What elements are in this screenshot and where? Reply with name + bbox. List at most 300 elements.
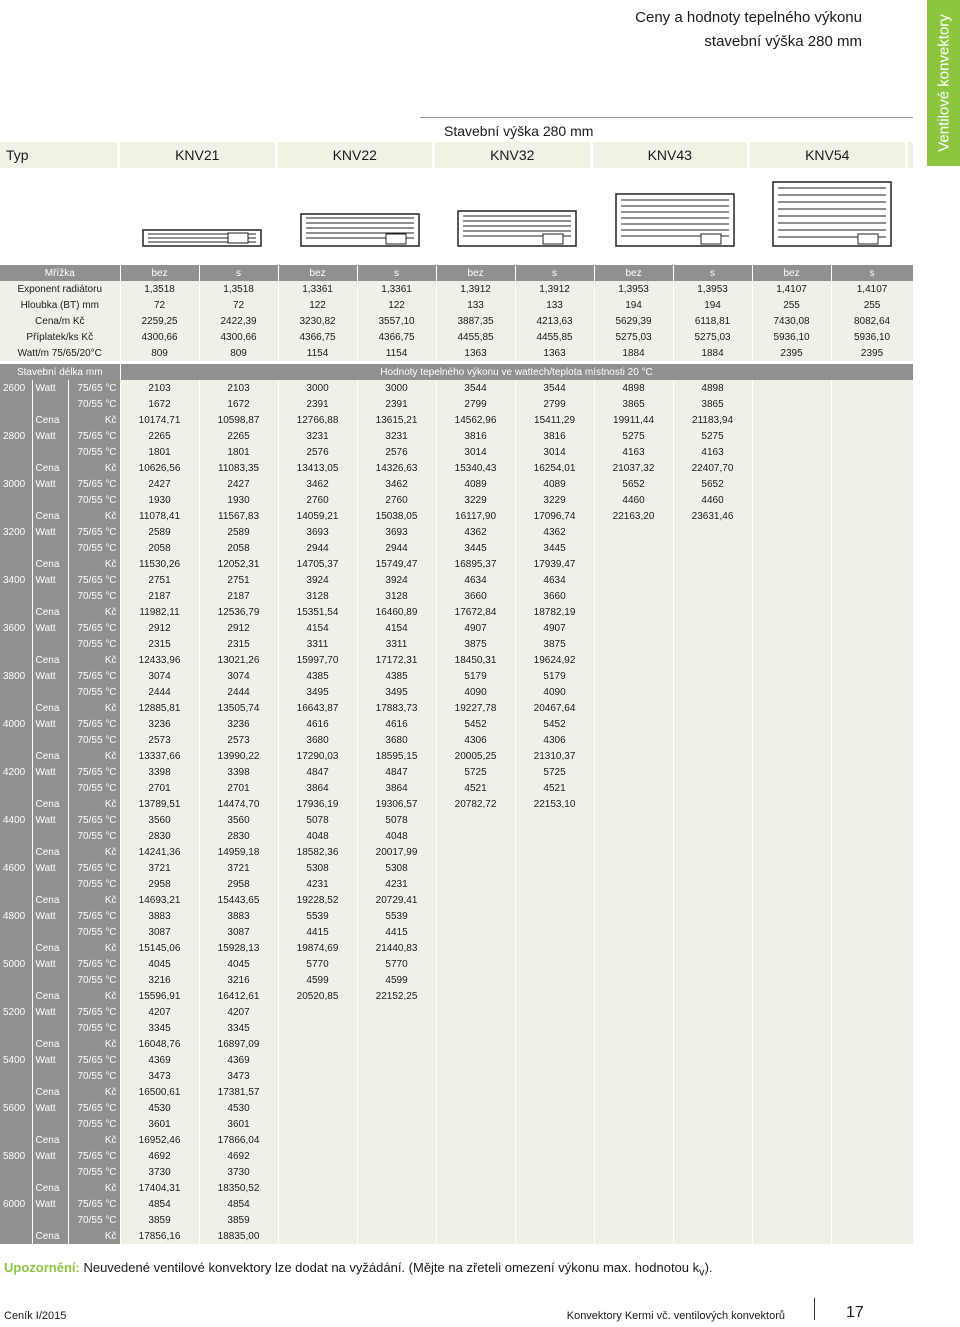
- empty-cell: [673, 956, 752, 972]
- temp-label: 70/55 °C: [68, 396, 120, 412]
- empty-cell: [673, 828, 752, 844]
- empty-cell: [594, 780, 673, 796]
- value-cell: 4362: [515, 524, 594, 540]
- data-row: [0, 1052, 913, 1068]
- temp-label: 70/55 °C: [68, 636, 120, 652]
- value-cell: 5539: [278, 908, 357, 924]
- value-cell: 3875: [515, 636, 594, 652]
- empty-cell: [831, 908, 913, 924]
- length-blank: [0, 972, 32, 988]
- temp-label: 75/65 °C: [68, 1052, 120, 1068]
- value-cell: 2912: [199, 620, 278, 636]
- spec-row: [0, 297, 913, 313]
- empty-cell: [278, 1148, 357, 1164]
- watt-label: Watt: [32, 1196, 68, 1212]
- value-cell: 3865: [594, 396, 673, 412]
- value-cell: 2576: [278, 444, 357, 460]
- empty-cell: [594, 1052, 673, 1068]
- empty-cell: [357, 1196, 436, 1212]
- empty-cell: [515, 1084, 594, 1100]
- watt-label: Watt: [32, 1052, 68, 1068]
- empty-cell: [831, 428, 913, 444]
- empty-cell: [831, 796, 913, 812]
- empty-cell: [515, 1004, 594, 1020]
- value-cell: 13413,05: [278, 460, 357, 476]
- value-cell: 4634: [436, 572, 515, 588]
- length-blank: [0, 1068, 32, 1084]
- value-cell: 5452: [436, 716, 515, 732]
- empty-cell: [594, 844, 673, 860]
- value-cell: 15997,70: [278, 652, 357, 668]
- data-row: [0, 444, 913, 460]
- empty-cell: [673, 556, 752, 572]
- value-cell: 4369: [199, 1052, 278, 1068]
- empty-cell: [515, 1020, 594, 1036]
- empty-cell: [673, 812, 752, 828]
- data-row: [0, 1212, 913, 1228]
- empty-cell: [594, 1228, 673, 1244]
- value-cell: 4907: [515, 620, 594, 636]
- length-label: 4800: [0, 908, 32, 924]
- price-label: Cena: [32, 1036, 68, 1052]
- empty-cell: [357, 1084, 436, 1100]
- price-label: Cena: [32, 844, 68, 860]
- value-cell: 4530: [120, 1100, 199, 1116]
- value-cell: 18595,15: [357, 748, 436, 764]
- value-cell: 20782,72: [436, 796, 515, 812]
- type-row: [0, 142, 913, 168]
- empty-cell: [752, 444, 831, 460]
- value-cell: 3014: [436, 444, 515, 460]
- currency-label: Kč: [68, 556, 120, 572]
- empty-cell: [831, 844, 913, 860]
- empty-cell: [594, 732, 673, 748]
- empty-cell: [673, 1004, 752, 1020]
- spec-value: 2395: [752, 345, 831, 361]
- value-cell: 3875: [436, 636, 515, 652]
- value-cell: 4692: [120, 1148, 199, 1164]
- length-label: 2600: [0, 380, 32, 396]
- value-cell: 1930: [199, 492, 278, 508]
- data-row: [0, 876, 913, 892]
- spec-value: bez: [278, 265, 357, 281]
- model-knv32: KNV32: [435, 142, 593, 168]
- value-cell: 4369: [120, 1052, 199, 1068]
- value-cell: 3216: [199, 972, 278, 988]
- empty-cell: [673, 908, 752, 924]
- value-cell: 16952,46: [120, 1132, 199, 1148]
- price-label: Cena: [32, 1132, 68, 1148]
- empty-cell: [752, 1212, 831, 1228]
- data-row: [0, 844, 913, 860]
- price-label: Cena: [32, 652, 68, 668]
- watt-label: Watt: [32, 716, 68, 732]
- spec-row: [0, 281, 913, 297]
- spec-value: s: [357, 265, 436, 281]
- empty-cell: [752, 476, 831, 492]
- watt-label: Watt: [32, 1100, 68, 1116]
- value-cell: 4634: [515, 572, 594, 588]
- value-cell: 4521: [436, 780, 515, 796]
- length-blank: [0, 796, 32, 812]
- empty-cell: [831, 572, 913, 588]
- empty-cell: [752, 1004, 831, 1020]
- value-cell: 2444: [199, 684, 278, 700]
- value-cell: 3859: [199, 1212, 278, 1228]
- value-cell: 1930: [120, 492, 199, 508]
- length-blank: [0, 540, 32, 556]
- value-cell: 22407,70: [673, 460, 752, 476]
- value-cell: 11530,26: [120, 556, 199, 572]
- value-cell: 3816: [436, 428, 515, 444]
- value-cell: 2315: [199, 636, 278, 652]
- price-label: Cena: [32, 604, 68, 620]
- value-cell: 4090: [436, 684, 515, 700]
- empty-cell: [831, 1228, 913, 1244]
- empty-cell: [831, 1020, 913, 1036]
- spec-value: 1,3518: [199, 281, 278, 297]
- empty-cell: [752, 1020, 831, 1036]
- empty-cell: [831, 1052, 913, 1068]
- value-cell: 3445: [436, 540, 515, 556]
- blank: [32, 972, 68, 988]
- empty-cell: [594, 1164, 673, 1180]
- spec-value: 72: [120, 297, 199, 313]
- empty-cell: [673, 876, 752, 892]
- price-label: Cena: [32, 1084, 68, 1100]
- empty-cell: [752, 780, 831, 796]
- value-cell: 2799: [515, 396, 594, 412]
- value-cell: 3730: [199, 1164, 278, 1180]
- empty-cell: [357, 1212, 436, 1228]
- value-cell: 2958: [199, 876, 278, 892]
- spec-row: [0, 313, 913, 329]
- empty-cell: [673, 988, 752, 1004]
- empty-cell: [436, 1052, 515, 1068]
- watt-label: Watt: [32, 1004, 68, 1020]
- spec-value: 133: [515, 297, 594, 313]
- spec-value: 255: [752, 297, 831, 313]
- empty-cell: [594, 524, 673, 540]
- data-row: [0, 1084, 913, 1100]
- data-row: [0, 940, 913, 956]
- empty-cell: [752, 604, 831, 620]
- temp-label: 70/55 °C: [68, 540, 120, 556]
- empty-cell: [436, 1036, 515, 1052]
- length-blank: [0, 444, 32, 460]
- spec-value: 1363: [515, 345, 594, 361]
- empty-cell: [357, 1228, 436, 1244]
- spec-value: 133: [436, 297, 515, 313]
- value-cell: 3680: [357, 732, 436, 748]
- value-cell: 2760: [278, 492, 357, 508]
- empty-cell: [673, 604, 752, 620]
- temp-label: 70/55 °C: [68, 780, 120, 796]
- value-cell: 2573: [199, 732, 278, 748]
- empty-cell: [594, 828, 673, 844]
- empty-cell: [436, 1180, 515, 1196]
- empty-cell: [831, 716, 913, 732]
- empty-cell: [831, 444, 913, 460]
- value-cell: 4415: [278, 924, 357, 940]
- footer-divider: [814, 1298, 815, 1320]
- value-cell: 3473: [199, 1068, 278, 1084]
- value-cell: 13021,26: [199, 652, 278, 668]
- spec-value: 1,3361: [357, 281, 436, 297]
- blank: [32, 828, 68, 844]
- empty-cell: [436, 1196, 515, 1212]
- empty-cell: [594, 1180, 673, 1196]
- length-blank: [0, 924, 32, 940]
- value-cell: 2830: [199, 828, 278, 844]
- value-cell: 2187: [199, 588, 278, 604]
- value-cell: 3660: [515, 588, 594, 604]
- value-cell: 4362: [436, 524, 515, 540]
- value-cell: 4048: [357, 828, 436, 844]
- empty-cell: [752, 412, 831, 428]
- empty-cell: [436, 972, 515, 988]
- empty-cell: [673, 1148, 752, 1164]
- value-cell: 4207: [120, 1004, 199, 1020]
- empty-cell: [752, 924, 831, 940]
- value-cell: 3544: [515, 380, 594, 396]
- note: [4, 1260, 713, 1279]
- watt-label: Watt: [32, 524, 68, 540]
- empty-cell: [752, 684, 831, 700]
- value-cell: 17290,03: [278, 748, 357, 764]
- price-label: Cena: [32, 988, 68, 1004]
- empty-cell: [515, 940, 594, 956]
- data-row: [0, 1164, 913, 1180]
- value-cell: 1672: [199, 396, 278, 412]
- length-blank: [0, 1164, 32, 1180]
- empty-cell: [673, 844, 752, 860]
- watt-label: Watt: [32, 572, 68, 588]
- value-cell: 3495: [357, 684, 436, 700]
- price-label: Cena: [32, 796, 68, 812]
- empty-cell: [278, 1100, 357, 1116]
- empty-cell: [752, 844, 831, 860]
- value-cell: 4385: [278, 668, 357, 684]
- value-cell: 13337,66: [120, 748, 199, 764]
- spec-value: s: [673, 265, 752, 281]
- data-row: [0, 972, 913, 988]
- blank: [32, 492, 68, 508]
- currency-label: Kč: [68, 940, 120, 956]
- value-cell: 21183,94: [673, 412, 752, 428]
- empty-cell: [831, 524, 913, 540]
- convector-knv54-illustration: [770, 178, 895, 252]
- empty-cell: [673, 732, 752, 748]
- empty-cell: [831, 396, 913, 412]
- empty-cell: [594, 972, 673, 988]
- value-cell: 18782,19: [515, 604, 594, 620]
- value-cell: 3721: [199, 860, 278, 876]
- value-cell: 14241,36: [120, 844, 199, 860]
- data-row: [0, 636, 913, 652]
- currency-label: Kč: [68, 412, 120, 428]
- temp-label: 75/65 °C: [68, 860, 120, 876]
- value-cell: 3495: [278, 684, 357, 700]
- value-cell: 4163: [673, 444, 752, 460]
- data-row: [0, 1180, 913, 1196]
- value-cell: 15749,47: [357, 556, 436, 572]
- blank: [32, 1020, 68, 1036]
- length-label: 4400: [0, 812, 32, 828]
- value-cell: 2944: [357, 540, 436, 556]
- note-text: Neuvedené ventilové konvektory lze dodat na vyžádání. (Mějte na zřeteli omezení výkonu max. hodnotou k: [83, 1260, 700, 1275]
- data-row: [0, 476, 913, 492]
- empty-cell: [752, 524, 831, 540]
- value-cell: 4692: [199, 1148, 278, 1164]
- empty-cell: [673, 1036, 752, 1052]
- model-knv54: KNV54: [750, 142, 908, 168]
- value-cell: 2427: [120, 476, 199, 492]
- value-cell: 17381,57: [199, 1084, 278, 1100]
- value-cell: 19228,52: [278, 892, 357, 908]
- model-knv43: KNV43: [593, 142, 751, 168]
- blank: [32, 1212, 68, 1228]
- value-cell: 3544: [436, 380, 515, 396]
- temp-label: 70/55 °C: [68, 588, 120, 604]
- value-cell: 14693,21: [120, 892, 199, 908]
- spec-value: 1,3361: [278, 281, 357, 297]
- empty-cell: [594, 716, 673, 732]
- value-cell: 1801: [199, 444, 278, 460]
- data-row: [0, 396, 913, 412]
- empty-cell: [752, 1148, 831, 1164]
- spec-value: 4455,85: [515, 329, 594, 345]
- title-divider: [420, 117, 913, 118]
- length-blank: [0, 508, 32, 524]
- value-cell: 3693: [357, 524, 436, 540]
- length-label: 3800: [0, 668, 32, 684]
- data-row: [0, 1004, 913, 1020]
- temp-label: 70/55 °C: [68, 444, 120, 460]
- note-label: Upozornění:: [4, 1260, 80, 1275]
- spec-value: 3230,82: [278, 313, 357, 329]
- spec-value: 194: [594, 297, 673, 313]
- empty-cell: [752, 988, 831, 1004]
- value-cell: 17172,31: [357, 652, 436, 668]
- value-cell: 4898: [594, 380, 673, 396]
- page-heading-line2: stavební výška 280 mm: [704, 33, 862, 50]
- temp-label: 75/65 °C: [68, 476, 120, 492]
- price-output-table: [0, 265, 914, 1244]
- length-blank: [0, 1020, 32, 1036]
- empty-cell: [752, 908, 831, 924]
- empty-cell: [436, 956, 515, 972]
- empty-cell: [752, 1228, 831, 1244]
- empty-cell: [357, 1020, 436, 1036]
- spec-value: 5629,39: [594, 313, 673, 329]
- data-row: [0, 892, 913, 908]
- data-row: [0, 684, 913, 700]
- empty-cell: [831, 460, 913, 476]
- empty-cell: [831, 540, 913, 556]
- watt-label: Watt: [32, 908, 68, 924]
- empty-cell: [752, 508, 831, 524]
- length-label: 5200: [0, 1004, 32, 1020]
- price-label: Cena: [32, 1228, 68, 1244]
- empty-cell: [594, 812, 673, 828]
- empty-cell: [594, 684, 673, 700]
- empty-cell: [752, 1164, 831, 1180]
- empty-cell: [594, 1084, 673, 1100]
- empty-cell: [831, 412, 913, 428]
- empty-cell: [515, 812, 594, 828]
- empty-cell: [752, 812, 831, 828]
- blank: [32, 540, 68, 556]
- spec-value: s: [831, 265, 913, 281]
- value-cell: 5275: [594, 428, 673, 444]
- empty-cell: [752, 1084, 831, 1100]
- data-row: [0, 748, 913, 764]
- value-cell: 4306: [436, 732, 515, 748]
- empty-cell: [436, 1084, 515, 1100]
- value-cell: 5308: [357, 860, 436, 876]
- length-blank: [0, 1084, 32, 1100]
- empty-cell: [831, 556, 913, 572]
- empty-cell: [436, 860, 515, 876]
- value-cell: 3231: [278, 428, 357, 444]
- empty-cell: [752, 460, 831, 476]
- value-cell: 3229: [515, 492, 594, 508]
- value-cell: 5078: [357, 812, 436, 828]
- value-cell: 20005,25: [436, 748, 515, 764]
- spec-value: 4300,66: [199, 329, 278, 345]
- data-row: [0, 1068, 913, 1084]
- temp-label: 70/55 °C: [68, 732, 120, 748]
- value-cell: 14474,70: [199, 796, 278, 812]
- length-blank: [0, 460, 32, 476]
- empty-cell: [357, 1004, 436, 1020]
- spec-value: 122: [357, 297, 436, 313]
- length-blank: [0, 1132, 32, 1148]
- length-blank: [0, 780, 32, 796]
- empty-cell: [594, 1116, 673, 1132]
- spec-value: bez: [752, 265, 831, 281]
- value-cell: 2751: [120, 572, 199, 588]
- empty-cell: [831, 620, 913, 636]
- value-cell: 2444: [120, 684, 199, 700]
- empty-cell: [278, 1004, 357, 1020]
- empty-cell: [278, 1180, 357, 1196]
- empty-cell: [436, 876, 515, 892]
- value-cell: 4907: [436, 620, 515, 636]
- page-number: 17: [846, 1304, 864, 1321]
- currency-label: Kč: [68, 748, 120, 764]
- currency-label: Kč: [68, 604, 120, 620]
- empty-cell: [831, 636, 913, 652]
- value-cell: 2391: [278, 396, 357, 412]
- data-row: [0, 988, 913, 1004]
- empty-cell: [831, 748, 913, 764]
- empty-cell: [436, 1100, 515, 1116]
- temp-label: 75/65 °C: [68, 428, 120, 444]
- value-cell: 3236: [120, 716, 199, 732]
- data-row: [0, 764, 913, 780]
- empty-cell: [752, 492, 831, 508]
- spec-value: 255: [831, 297, 913, 313]
- empty-cell: [594, 556, 673, 572]
- empty-cell: [831, 1212, 913, 1228]
- data-row: [0, 1132, 913, 1148]
- length-blank: [0, 396, 32, 412]
- empty-cell: [673, 668, 752, 684]
- note-subscript: v: [699, 1266, 705, 1279]
- empty-cell: [831, 892, 913, 908]
